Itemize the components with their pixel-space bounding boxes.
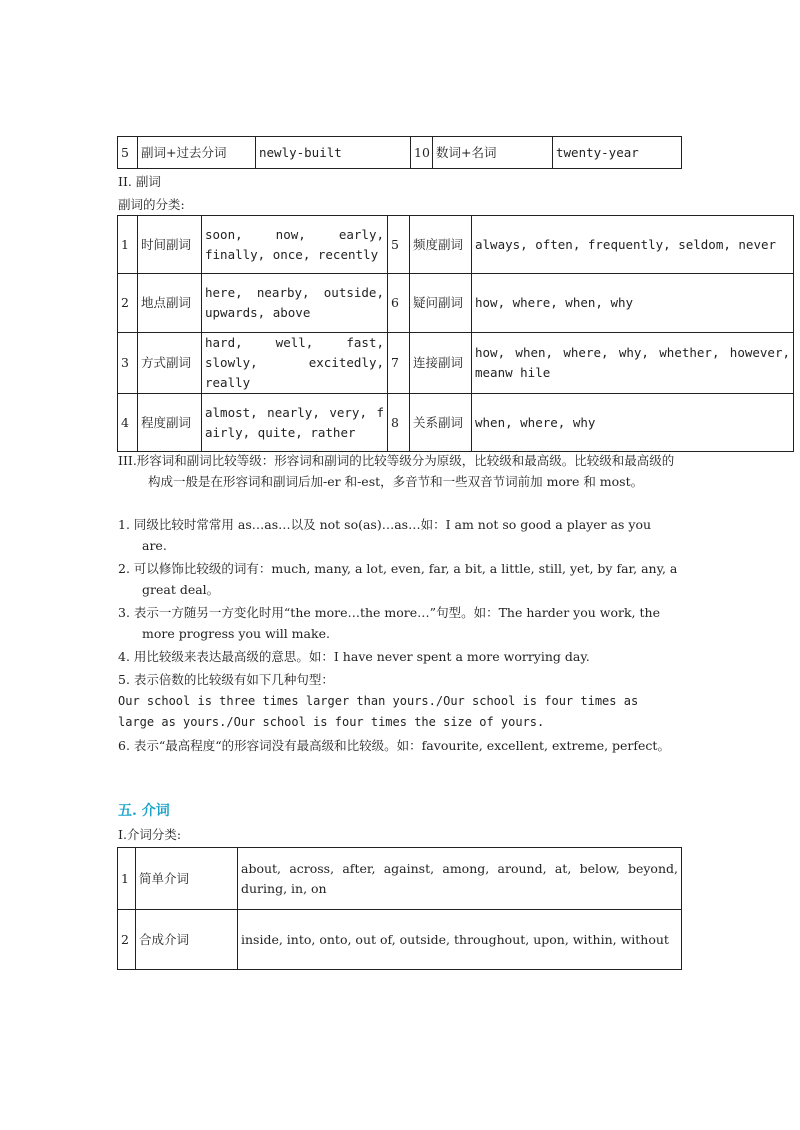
cell-example: almost, nearly, very, fairly, quite, rather bbox=[202, 394, 388, 452]
cell-example: always, often, frequently, seldom, never bbox=[472, 216, 794, 274]
section-subtitle-adverb: 副词的分类: bbox=[118, 197, 185, 212]
cell-type: 程度副词 bbox=[138, 394, 202, 452]
cell-num: 3 bbox=[118, 333, 138, 394]
cell-num: 2 bbox=[118, 910, 136, 970]
section-title-adverb: II. 副词 bbox=[118, 174, 161, 189]
list-item: 2. 可以修饰比较级的词有：much, many, a lot, even, far, a bit, a little, still, yet, by far, any, a great deal。 bbox=[118, 561, 678, 597]
adverb-table bbox=[117, 215, 794, 452]
cell-example: when, where, why bbox=[472, 394, 794, 452]
table-row bbox=[118, 333, 794, 394]
cell-num: 7 bbox=[388, 333, 410, 394]
table-row bbox=[118, 137, 682, 169]
cell-num: 1 bbox=[118, 216, 138, 274]
cell-type: 合成介词 bbox=[136, 910, 238, 970]
cell-type: 时间副词 bbox=[138, 216, 202, 274]
cell-num: 1 bbox=[118, 848, 136, 910]
cell-num: 10 bbox=[411, 137, 433, 169]
list-item: 4. 用比较级来表达最高级的意思。如：I have never spent a more worrying day. bbox=[118, 649, 590, 664]
list-item: 3. 表示一方随另一方变化时用“the more…the more…”句型。如：The harder you work, the more progress you will make. bbox=[118, 605, 660, 641]
cell-example: hard, well, fast, slowly, excitedly, really bbox=[202, 333, 388, 394]
table-row bbox=[118, 394, 794, 452]
cell-type: 连接副词 bbox=[410, 333, 472, 394]
cell-example: how, where, when, why bbox=[472, 274, 794, 333]
cell-example: soon, now, early, finally, once, recently bbox=[202, 216, 388, 274]
cell-example: inside, into, onto, out of, outside, throughout, upon, within, without bbox=[238, 910, 682, 970]
table-row bbox=[118, 848, 682, 910]
cell-type: 关系副词 bbox=[410, 394, 472, 452]
list-item: 1. 同级比较时常常用 as…as…以及 not so(as)…as…如：I am not so good a player as you are. bbox=[118, 517, 652, 553]
cell-num: 6 bbox=[388, 274, 410, 333]
cell-type: 简单介词 bbox=[136, 848, 238, 910]
cell-type: 方式副词 bbox=[138, 333, 202, 394]
compound-adjective-table bbox=[117, 136, 682, 169]
table-row bbox=[118, 910, 682, 970]
table-row bbox=[118, 216, 794, 274]
cell-type: 频度副词 bbox=[410, 216, 472, 274]
section-heading-preposition: 五. 介词 bbox=[118, 803, 170, 819]
list-item: 5. 表示倍数的比较级有如下几种句型： bbox=[118, 672, 334, 687]
cell-num: 2 bbox=[118, 274, 138, 333]
cell-example: how, when, where, why, whether, however, meanw hile bbox=[472, 333, 794, 394]
comparison-intro: III.形容词和副词比较等级：形容词和副词的比较等级分为原级，比较级和最高级。比较级和最高级的构成一般是在形容词和副词后加-er 和-est，多音节和一些双音节词前加 more 和 most。 bbox=[118, 453, 675, 489]
preposition-table bbox=[117, 847, 682, 970]
cell-type: 副词+过去分词 bbox=[138, 137, 256, 169]
cell-example: newly-built bbox=[256, 137, 411, 169]
cell-num: 5 bbox=[388, 216, 410, 274]
cell-example: twenty-year bbox=[553, 137, 682, 169]
cell-type: 疑问副词 bbox=[410, 274, 472, 333]
table-row bbox=[118, 274, 794, 333]
cell-num: 4 bbox=[118, 394, 138, 452]
cell-num: 5 bbox=[118, 137, 138, 169]
section-subtitle-preposition: I.介词分类: bbox=[118, 827, 182, 842]
cell-type: 地点副词 bbox=[138, 274, 202, 333]
list-item: 6. 表示“最高程度“的形容词没有最高级和比较级。如：favourite, excellent, extreme, perfect。 bbox=[118, 738, 670, 753]
comparison-example: Our school is three times larger than yours./Our school is four times as large as yours./Our school is four times the size of yours. bbox=[118, 694, 639, 729]
cell-example: about, across, after, against, among, around, at, below, beyond, during, in, on bbox=[238, 848, 682, 910]
cell-type: 数词+名词 bbox=[433, 137, 553, 169]
cell-num: 8 bbox=[388, 394, 410, 452]
cell-example: here, nearby, outside, upwards, above bbox=[202, 274, 388, 333]
